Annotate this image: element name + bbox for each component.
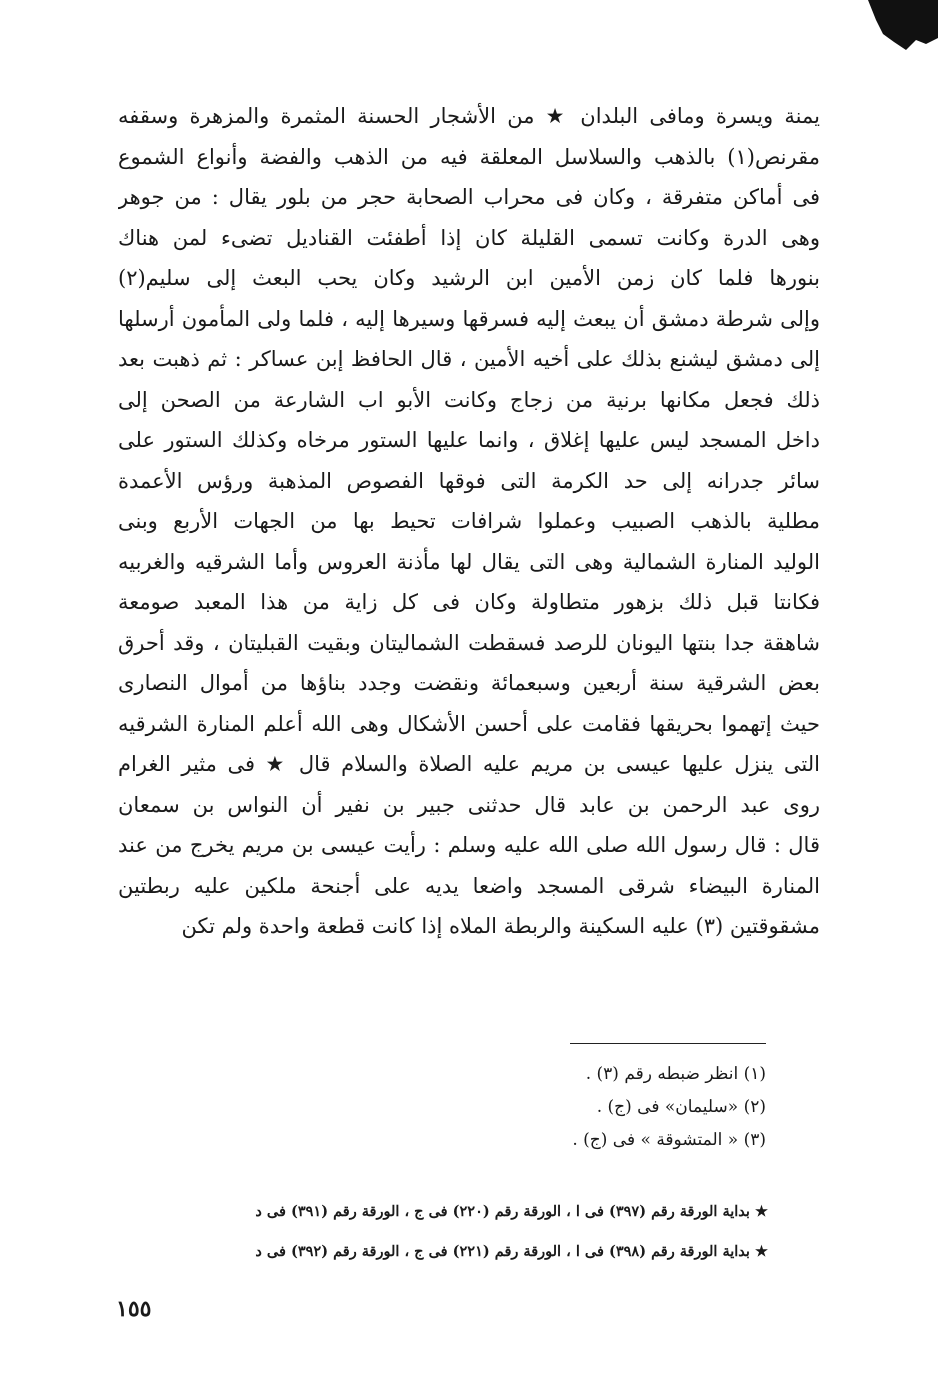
footnote: (٣) « المتشوقة » فى (ج) . xyxy=(572,1130,766,1150)
text-line: بنورها فلما كان زمن الأمين ابن الرشيد وكان يحب البعث إلى سليم(٢) xyxy=(118,266,820,290)
text-line: وإلى شرطة دمشق أن يبعث إليه فسرقها وسيرها إليه ، فلما ولى المأمون أرسلها xyxy=(118,306,820,331)
text-line: الوليد المنارة الشمالية وهى التى يقال لها مأذنة العروس وأما الشرقيه والغربيه xyxy=(118,549,820,574)
text-line: روى عبد الرحمن بن عابد قال حدثنى جبير بن نفير أن النواس بن سمعان xyxy=(118,792,820,817)
text-line: حيث إتهموا بحريقها فقامت على أحسن الأشكال وهى الله أعلم المنارة الشرقيه xyxy=(118,711,820,736)
text-line: المنارة البيضاء شرقى المسجد واضعا يديه على أجنحة ملكين عليه ربطتين xyxy=(118,873,820,898)
text-line: داخل المسجد ليس عليها إغلاق ، وانما عليها الستور مرخاه وكذلك الستور على xyxy=(118,428,820,452)
text-line: قال : قال رسول الله صلى الله عليه وسلم : رأيت عيسى بن مريم يخرج من عند xyxy=(118,833,820,857)
text-line: شاهقة جدا بنتها اليونان للرصد فسقطت الشماليتان وبقيت القبليتان ، وقد أحرق xyxy=(118,630,820,655)
footnote: (١) انظر ضبطه رقم (٣) . xyxy=(585,1064,766,1084)
text-line: مطلية بالذهب الصبيب وعملوا شرافات تحيط بها من الجهات الأربع وبنى xyxy=(118,509,820,533)
text-line: مقرنص(١) بالذهب والسلاسل المعلقة فيه من الذهب والفضة وأنواع الشموع xyxy=(118,144,820,169)
manuscript-note: ★ بداية الورقة رقم (٣٩٧) فى ا ، الورقة رقم (٢٢٠) فى ج ، الورقة رقم (٣٩١) فى د xyxy=(255,1203,768,1220)
scan-corner-shadow xyxy=(828,0,938,60)
text-line: ذلك فجعل مكانها برنية من زجاج وكانت الأبو اب الشارعة من الصحن إلى xyxy=(118,387,820,412)
text-line: سائر جدرانه إلى حد الكرمة التى فوقها الفصوص المذهبة ورؤس الأعمدة xyxy=(118,468,820,493)
footnotes xyxy=(300,1058,766,1157)
page-number: ١٥٥ xyxy=(116,1296,152,1322)
text-line: فكانتا قبل ذلك بزهور متطاولة وكان فى كل زاية من هذا المعبد صومعة xyxy=(118,590,820,614)
manuscript-notes xyxy=(118,1192,768,1272)
text-line: وهى الدرة وكانت تسمى القليلة كان إذا أطفئت القناديل تضىء لمن هناك xyxy=(118,225,820,250)
text-line: فى أماكن متفرقة ، وكان فى محراب الصحابة حجر من بلور يقال : من جوهر xyxy=(118,185,820,209)
text-line: إلى دمشق ليشنع بذلك على أخيه الأمين ، قال الحافظ إبن عساكر : ثم ذهبت بعد xyxy=(118,347,820,371)
footnote-divider xyxy=(570,1043,766,1044)
text-line: التى ينزل عليها عيسى بن مريم عليه الصلاة والسلام قال ★ فى مثير الغرام xyxy=(118,752,820,776)
text-line: بعض الشرقية سنة أربعين وسبعمائة ونقضت وجدد بناؤها من أموال النصارى xyxy=(118,671,820,695)
text-line: يمنة ويسرة ومافى البلدان ★ من الأشجار الحسنة المثمرة والمزهرة وسقفه xyxy=(118,104,820,128)
main-text xyxy=(118,96,820,947)
manuscript-note: ★ بداية الورقة رقم (٣٩٨) فى ا ، الورقة رقم (٢٢١) فى ج ، الورقة رقم (٣٩٢) فى د xyxy=(255,1243,768,1260)
text-line: مشقوقتين (٣) عليه السكينة والربطة الملاه إذا كانت قطعة واحدة ولم تكن xyxy=(181,914,820,938)
footnote: (٢) «سليمان» فى (ج) . xyxy=(596,1097,766,1117)
